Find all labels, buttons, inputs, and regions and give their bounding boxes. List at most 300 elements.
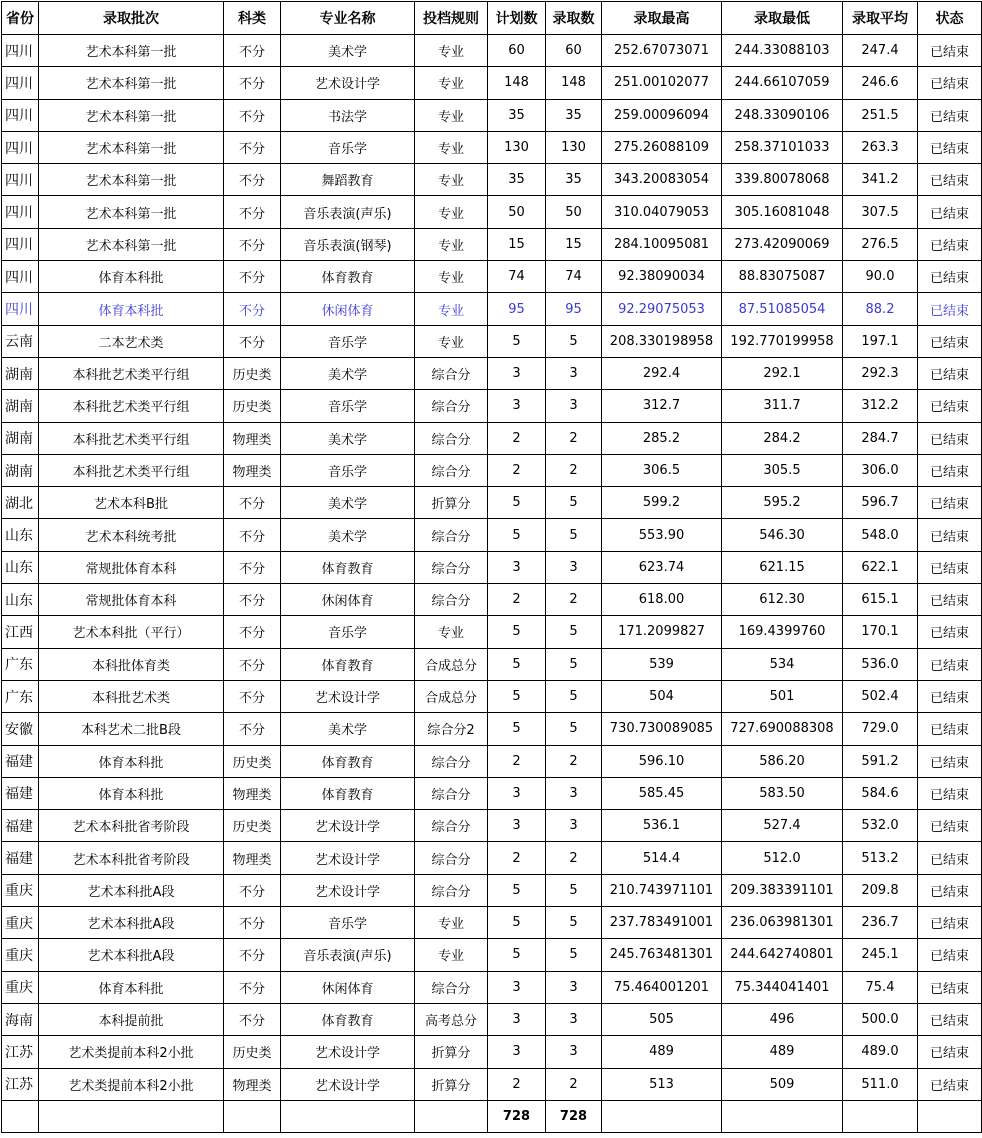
- cell-plan-count: 5: [488, 680, 546, 712]
- cell-filing-rule: 综合分: [415, 584, 488, 616]
- cell-major: 音乐学: [281, 325, 415, 357]
- cell-batch: 艺术本科第一批: [39, 131, 224, 163]
- cell-major: 休闲体育: [281, 584, 415, 616]
- cell-batch: 本科批艺术类平行组: [39, 454, 224, 486]
- cell-major: 美术学: [281, 519, 415, 551]
- cell-subject-type: 不分: [224, 261, 281, 293]
- cell-province: 湖北: [2, 487, 39, 519]
- cell-plan-count: 35: [488, 164, 546, 196]
- cell-max-score: 275.26088109: [602, 131, 722, 163]
- cell-plan-count: 3: [488, 357, 546, 389]
- cell-subject-type: 不分: [224, 99, 281, 131]
- cell-avg-score: 502.4: [843, 680, 918, 712]
- cell-avg-score: 246.6: [843, 67, 918, 99]
- cell-status: 已结束: [918, 487, 982, 519]
- cell-province: 湖南: [2, 422, 39, 454]
- cell-province: 海南: [2, 1003, 39, 1035]
- header-major: 专业名称: [281, 2, 415, 35]
- cell-status: 已结束: [918, 551, 982, 583]
- cell-admitted-count: 3: [546, 810, 602, 842]
- cell-filing-rule: 综合分: [415, 777, 488, 809]
- cell-admitted-count: 5: [546, 648, 602, 680]
- cell-major: 音乐学: [281, 616, 415, 648]
- table-row: [2, 1068, 982, 1100]
- header-filing-rule: 投档规则: [415, 2, 488, 35]
- cell-filing-rule: 折算分: [415, 487, 488, 519]
- cell-min-score: 621.15: [722, 551, 843, 583]
- cell-status: 已结束: [918, 810, 982, 842]
- cell-min-score: 209.383391101: [722, 874, 843, 906]
- cell-status: 已结束: [918, 842, 982, 874]
- cell-subject-type: 不分: [224, 616, 281, 648]
- cell-province: 山东: [2, 584, 39, 616]
- cell-province: 重庆: [2, 874, 39, 906]
- cell-subject-type: 不分: [224, 228, 281, 260]
- cell-province: 福建: [2, 842, 39, 874]
- cell-plan-count: 5: [488, 325, 546, 357]
- cell-min-score: 75.344041401: [722, 971, 843, 1003]
- cell-filing-rule: 综合分: [415, 551, 488, 583]
- cell-major: 美术学: [281, 422, 415, 454]
- cell-min-score: 311.7: [722, 390, 843, 422]
- cell-status: 已结束: [918, 971, 982, 1003]
- cell-batch: 本科批艺术类平行组: [39, 357, 224, 389]
- cell-major: 艺术设计学: [281, 1036, 415, 1068]
- admission-table: [1, 1, 982, 1133]
- cell-max-score: 539: [602, 648, 722, 680]
- cell-status: 已结束: [918, 422, 982, 454]
- table-row: [2, 939, 982, 971]
- cell-plan-count: 74: [488, 261, 546, 293]
- cell-batch: 本科批艺术类: [39, 680, 224, 712]
- cell-province: 福建: [2, 810, 39, 842]
- total-row: [2, 1100, 982, 1132]
- cell-admitted-count: 5: [546, 907, 602, 939]
- table-row: [2, 293, 982, 325]
- cell-max-score: 310.04079053: [602, 196, 722, 228]
- table-row: [2, 164, 982, 196]
- table-row: [2, 971, 982, 1003]
- cell-status: 已结束: [918, 939, 982, 971]
- cell-avg-score: 306.0: [843, 454, 918, 486]
- cell-status: 已结束: [918, 777, 982, 809]
- cell-filing-rule: 专业: [415, 261, 488, 293]
- cell-province: 湖南: [2, 357, 39, 389]
- cell-province: 四川: [2, 228, 39, 260]
- cell-plan-count: 2: [488, 1068, 546, 1100]
- cell-max-score: 237.783491001: [602, 907, 722, 939]
- table-row: [2, 713, 982, 745]
- cell-min-score: 169.4399760: [722, 616, 843, 648]
- cell-filing-rule: 综合分: [415, 810, 488, 842]
- cell-plan-count: 5: [488, 874, 546, 906]
- table-row: [2, 584, 982, 616]
- cell-min-score: 248.33090106: [722, 99, 843, 131]
- total-cell-empty: [281, 1100, 415, 1132]
- cell-major: 艺术设计学: [281, 810, 415, 842]
- cell-max-score: 730.730089085: [602, 713, 722, 745]
- cell-subject-type: 历史类: [224, 390, 281, 422]
- cell-admitted-count: 2: [546, 1068, 602, 1100]
- cell-min-score: 586.20: [722, 745, 843, 777]
- cell-subject-type: 物理类: [224, 842, 281, 874]
- cell-admitted-count: 95: [546, 293, 602, 325]
- table-row: [2, 1003, 982, 1035]
- cell-avg-score: 729.0: [843, 713, 918, 745]
- cell-province: 安徽: [2, 713, 39, 745]
- cell-min-score: 244.66107059: [722, 67, 843, 99]
- cell-subject-type: 历史类: [224, 1036, 281, 1068]
- cell-avg-score: 75.4: [843, 971, 918, 1003]
- cell-province: 湖南: [2, 390, 39, 422]
- cell-province: 湖南: [2, 454, 39, 486]
- cell-plan-count: 3: [488, 1003, 546, 1035]
- cell-min-score: 534: [722, 648, 843, 680]
- cell-subject-type: 历史类: [224, 357, 281, 389]
- cell-batch: 常规批体育本科: [39, 551, 224, 583]
- cell-filing-rule: 合成总分: [415, 680, 488, 712]
- cell-filing-rule: 专业: [415, 228, 488, 260]
- cell-batch: 本科提前批: [39, 1003, 224, 1035]
- cell-admitted-count: 3: [546, 357, 602, 389]
- cell-min-score: 305.16081048: [722, 196, 843, 228]
- table-row: [2, 842, 982, 874]
- table-row: [2, 519, 982, 551]
- cell-min-score: 509: [722, 1068, 843, 1100]
- cell-min-score: 305.5: [722, 454, 843, 486]
- cell-status: 已结束: [918, 1003, 982, 1035]
- cell-status: 已结束: [918, 745, 982, 777]
- table-row: [2, 454, 982, 486]
- cell-status: 已结束: [918, 357, 982, 389]
- cell-min-score: 612.30: [722, 584, 843, 616]
- cell-province: 江苏: [2, 1036, 39, 1068]
- cell-min-score: 236.063981301: [722, 907, 843, 939]
- header-province: 省份: [2, 2, 39, 35]
- cell-batch: 艺术本科第一批: [39, 196, 224, 228]
- cell-filing-rule: 专业: [415, 164, 488, 196]
- cell-subject-type: 不分: [224, 713, 281, 745]
- cell-status: 已结束: [918, 293, 982, 325]
- cell-filing-rule: 综合分: [415, 519, 488, 551]
- cell-province: 广东: [2, 680, 39, 712]
- table-row: [2, 907, 982, 939]
- cell-subject-type: 物理类: [224, 1068, 281, 1100]
- cell-plan-count: 50: [488, 196, 546, 228]
- header-admitted-count: 录取数: [546, 2, 602, 35]
- cell-plan-count: 3: [488, 777, 546, 809]
- header-row: [2, 2, 982, 35]
- cell-min-score: 546.30: [722, 519, 843, 551]
- cell-avg-score: 548.0: [843, 519, 918, 551]
- total-cell-empty: [415, 1100, 488, 1132]
- cell-max-score: 312.7: [602, 390, 722, 422]
- cell-admitted-count: 2: [546, 842, 602, 874]
- cell-plan-count: 5: [488, 519, 546, 551]
- cell-major: 舞蹈教育: [281, 164, 415, 196]
- cell-min-score: 244.642740801: [722, 939, 843, 971]
- cell-major: 音乐表演(声乐): [281, 939, 415, 971]
- cell-status: 已结束: [918, 454, 982, 486]
- cell-status: 已结束: [918, 390, 982, 422]
- cell-major: 休闲体育: [281, 293, 415, 325]
- cell-subject-type: 不分: [224, 939, 281, 971]
- cell-province: 四川: [2, 196, 39, 228]
- table-row: [2, 390, 982, 422]
- cell-min-score: 583.50: [722, 777, 843, 809]
- cell-subject-type: 不分: [224, 874, 281, 906]
- cell-status: 已结束: [918, 261, 982, 293]
- cell-filing-rule: 高考总分: [415, 1003, 488, 1035]
- table-row: [2, 261, 982, 293]
- cell-plan-count: 5: [488, 907, 546, 939]
- cell-filing-rule: 综合分: [415, 454, 488, 486]
- cell-filing-rule: 综合分: [415, 357, 488, 389]
- cell-plan-count: 2: [488, 745, 546, 777]
- cell-subject-type: 不分: [224, 584, 281, 616]
- header-min-score: 录取最低: [722, 2, 843, 35]
- cell-max-score: 284.10095081: [602, 228, 722, 260]
- cell-major: 音乐表演(钢琴): [281, 228, 415, 260]
- cell-subject-type: 不分: [224, 487, 281, 519]
- cell-province: 四川: [2, 35, 39, 67]
- cell-avg-score: 622.1: [843, 551, 918, 583]
- cell-batch: 艺术本科第一批: [39, 164, 224, 196]
- cell-plan-count: 95: [488, 293, 546, 325]
- table-row: [2, 777, 982, 809]
- cell-avg-score: 292.3: [843, 357, 918, 389]
- total-cell-empty: [918, 1100, 982, 1132]
- cell-avg-score: 209.8: [843, 874, 918, 906]
- cell-min-score: 527.4: [722, 810, 843, 842]
- cell-min-score: 339.80078068: [722, 164, 843, 196]
- cell-plan-count: 2: [488, 842, 546, 874]
- cell-status: 已结束: [918, 584, 982, 616]
- cell-province: 山东: [2, 551, 39, 583]
- cell-plan-count: 5: [488, 487, 546, 519]
- table-row: [2, 325, 982, 357]
- cell-filing-rule: 专业: [415, 293, 488, 325]
- cell-major: 体育教育: [281, 777, 415, 809]
- cell-filing-rule: 综合分: [415, 971, 488, 1003]
- cell-status: 已结束: [918, 35, 982, 67]
- cell-plan-count: 2: [488, 584, 546, 616]
- cell-avg-score: 532.0: [843, 810, 918, 842]
- table-row: [2, 196, 982, 228]
- cell-major: 休闲体育: [281, 971, 415, 1003]
- cell-batch: 艺术类提前本科2小批: [39, 1036, 224, 1068]
- cell-admitted-count: 5: [546, 519, 602, 551]
- cell-avg-score: 88.2: [843, 293, 918, 325]
- cell-status: 已结束: [918, 648, 982, 680]
- cell-major: 音乐学: [281, 454, 415, 486]
- cell-max-score: 259.00096094: [602, 99, 722, 131]
- table-row: [2, 616, 982, 648]
- cell-plan-count: 2: [488, 454, 546, 486]
- header-subject-type: 科类: [224, 2, 281, 35]
- cell-batch: 艺术本科第一批: [39, 35, 224, 67]
- cell-avg-score: 536.0: [843, 648, 918, 680]
- cell-batch: 艺术本科批省考阶段: [39, 842, 224, 874]
- cell-major: 艺术设计学: [281, 842, 415, 874]
- cell-admitted-count: 5: [546, 616, 602, 648]
- cell-avg-score: 263.3: [843, 131, 918, 163]
- cell-plan-count: 35: [488, 99, 546, 131]
- cell-min-score: 292.1: [722, 357, 843, 389]
- total-cell-empty: [39, 1100, 224, 1132]
- cell-admitted-count: 5: [546, 939, 602, 971]
- cell-max-score: 245.763481301: [602, 939, 722, 971]
- cell-plan-count: 3: [488, 1036, 546, 1068]
- table-row: [2, 551, 982, 583]
- cell-admitted-count: 15: [546, 228, 602, 260]
- cell-status: 已结束: [918, 907, 982, 939]
- cell-min-score: 244.33088103: [722, 35, 843, 67]
- cell-max-score: 252.67073071: [602, 35, 722, 67]
- cell-max-score: 504: [602, 680, 722, 712]
- cell-filing-rule: 专业: [415, 35, 488, 67]
- cell-subject-type: 不分: [224, 551, 281, 583]
- cell-batch: 体育本科批: [39, 971, 224, 1003]
- cell-batch: 艺术本科批省考阶段: [39, 810, 224, 842]
- cell-major: 美术学: [281, 713, 415, 745]
- table-row: [2, 810, 982, 842]
- cell-filing-rule: 综合分: [415, 874, 488, 906]
- cell-max-score: 251.00102077: [602, 67, 722, 99]
- cell-major: 体育教育: [281, 648, 415, 680]
- cell-province: 四川: [2, 99, 39, 131]
- total-admitted: 728: [546, 1100, 602, 1132]
- cell-province: 四川: [2, 164, 39, 196]
- cell-subject-type: 不分: [224, 680, 281, 712]
- cell-batch: 艺术本科批A段: [39, 874, 224, 906]
- cell-batch: 体育本科批: [39, 261, 224, 293]
- cell-plan-count: 3: [488, 810, 546, 842]
- cell-admitted-count: 2: [546, 584, 602, 616]
- cell-avg-score: 197.1: [843, 325, 918, 357]
- cell-plan-count: 5: [488, 616, 546, 648]
- cell-filing-rule: 综合分2: [415, 713, 488, 745]
- header-avg-score: 录取平均: [843, 2, 918, 35]
- cell-avg-score: 500.0: [843, 1003, 918, 1035]
- cell-min-score: 501: [722, 680, 843, 712]
- cell-admitted-count: 5: [546, 680, 602, 712]
- cell-batch: 艺术本科批A段: [39, 907, 224, 939]
- cell-batch: 艺术本科统考批: [39, 519, 224, 551]
- cell-filing-rule: 合成总分: [415, 648, 488, 680]
- cell-province: 四川: [2, 131, 39, 163]
- cell-plan-count: 148: [488, 67, 546, 99]
- cell-subject-type: 不分: [224, 131, 281, 163]
- cell-avg-score: 591.2: [843, 745, 918, 777]
- cell-province: 四川: [2, 67, 39, 99]
- table-row: [2, 67, 982, 99]
- cell-max-score: 585.45: [602, 777, 722, 809]
- cell-avg-score: 584.6: [843, 777, 918, 809]
- table-body: [2, 35, 982, 1101]
- cell-admitted-count: 3: [546, 1036, 602, 1068]
- cell-status: 已结束: [918, 713, 982, 745]
- cell-major: 体育教育: [281, 551, 415, 583]
- cell-batch: 本科艺术二批B段: [39, 713, 224, 745]
- cell-plan-count: 60: [488, 35, 546, 67]
- cell-province: 四川: [2, 293, 39, 325]
- cell-subject-type: 不分: [224, 519, 281, 551]
- cell-subject-type: 物理类: [224, 422, 281, 454]
- cell-batch: 体育本科批: [39, 777, 224, 809]
- cell-avg-score: 247.4: [843, 35, 918, 67]
- cell-admitted-count: 3: [546, 1003, 602, 1035]
- cell-subject-type: 历史类: [224, 745, 281, 777]
- cell-avg-score: 513.2: [843, 842, 918, 874]
- cell-major: 体育教育: [281, 745, 415, 777]
- cell-status: 已结束: [918, 67, 982, 99]
- cell-filing-rule: 专业: [415, 939, 488, 971]
- cell-admitted-count: 5: [546, 713, 602, 745]
- cell-min-score: 192.770199958: [722, 325, 843, 357]
- cell-plan-count: 5: [488, 648, 546, 680]
- cell-min-score: 496: [722, 1003, 843, 1035]
- cell-admitted-count: 3: [546, 551, 602, 583]
- cell-filing-rule: 专业: [415, 67, 488, 99]
- cell-batch: 艺术本科批A段: [39, 939, 224, 971]
- cell-max-score: 618.00: [602, 584, 722, 616]
- cell-avg-score: 284.7: [843, 422, 918, 454]
- cell-major: 美术学: [281, 357, 415, 389]
- cell-max-score: 285.2: [602, 422, 722, 454]
- cell-admitted-count: 5: [546, 325, 602, 357]
- cell-batch: 艺术本科批（平行）: [39, 616, 224, 648]
- cell-batch: 二本艺术类: [39, 325, 224, 357]
- cell-max-score: 599.2: [602, 487, 722, 519]
- cell-min-score: 512.0: [722, 842, 843, 874]
- cell-filing-rule: 专业: [415, 616, 488, 648]
- cell-min-score: 595.2: [722, 487, 843, 519]
- cell-major: 书法学: [281, 99, 415, 131]
- total-cell-empty: [722, 1100, 843, 1132]
- cell-max-score: 92.29075053: [602, 293, 722, 325]
- cell-status: 已结束: [918, 874, 982, 906]
- cell-filing-rule: 专业: [415, 196, 488, 228]
- table-row: [2, 131, 982, 163]
- cell-max-score: 171.2099827: [602, 616, 722, 648]
- total-plan: 728: [488, 1100, 546, 1132]
- cell-max-score: 210.743971101: [602, 874, 722, 906]
- cell-admitted-count: 3: [546, 777, 602, 809]
- cell-avg-score: 596.7: [843, 487, 918, 519]
- cell-subject-type: 历史类: [224, 810, 281, 842]
- table-row: [2, 487, 982, 519]
- cell-filing-rule: 综合分: [415, 745, 488, 777]
- cell-filing-rule: 专业: [415, 907, 488, 939]
- cell-subject-type: 物理类: [224, 777, 281, 809]
- cell-province: 四川: [2, 261, 39, 293]
- cell-major: 音乐学: [281, 131, 415, 163]
- cell-batch: 艺术本科第一批: [39, 228, 224, 260]
- cell-avg-score: 170.1: [843, 616, 918, 648]
- cell-province: 云南: [2, 325, 39, 357]
- cell-major: 体育教育: [281, 1003, 415, 1035]
- table-row: [2, 648, 982, 680]
- cell-batch: 本科批体育类: [39, 648, 224, 680]
- cell-subject-type: 不分: [224, 907, 281, 939]
- cell-status: 已结束: [918, 196, 982, 228]
- cell-avg-score: 341.2: [843, 164, 918, 196]
- cell-province: 江苏: [2, 1068, 39, 1100]
- cell-status: 已结束: [918, 164, 982, 196]
- table-row: [2, 1036, 982, 1068]
- cell-max-score: 514.4: [602, 842, 722, 874]
